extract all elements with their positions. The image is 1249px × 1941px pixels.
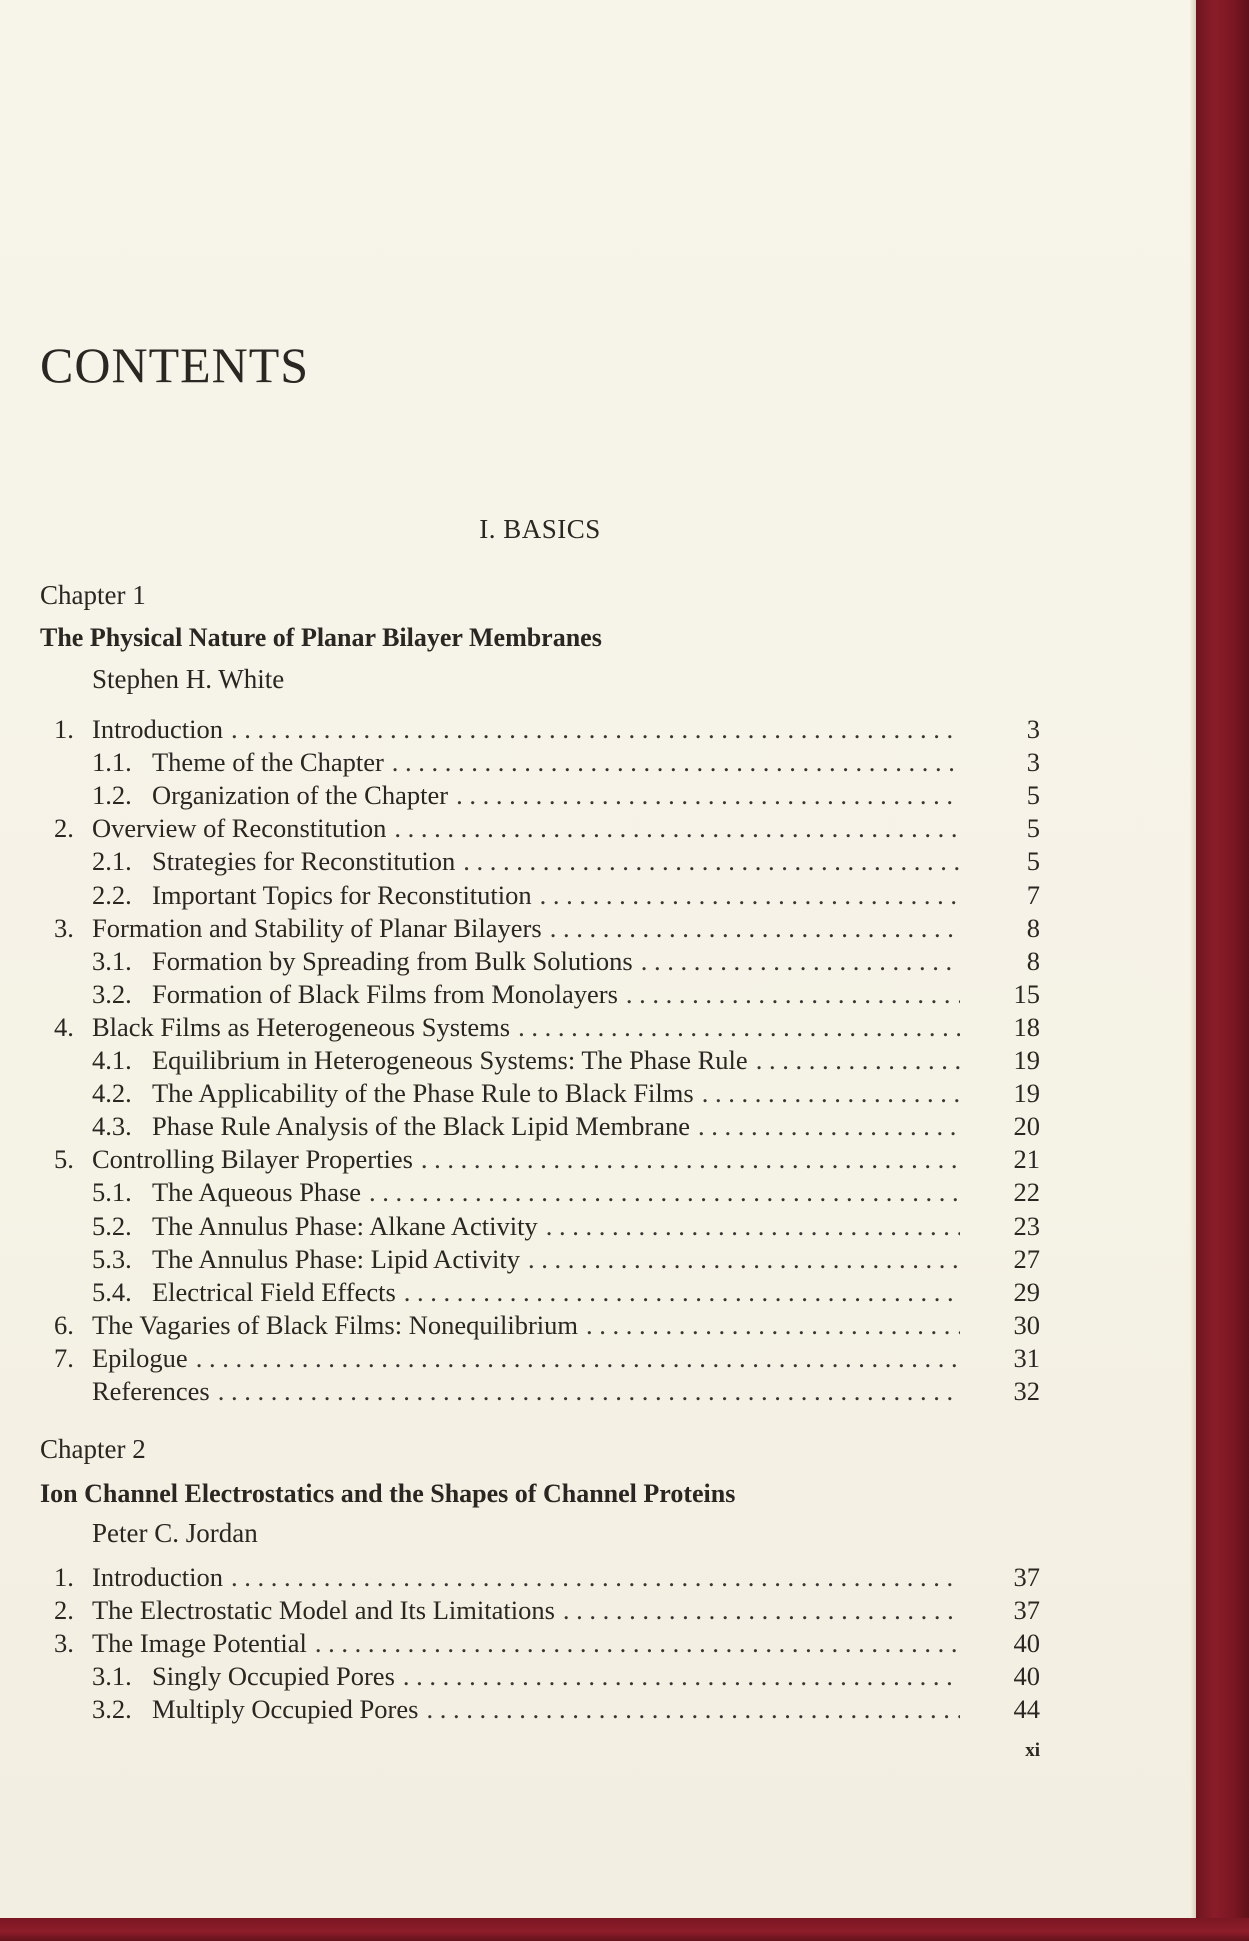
toc-entry-body (92, 1341, 960, 1375)
toc-entry-title: Formation of Black Films from Monolayers (152, 978, 618, 1009)
toc-entry-page: 23 (1013, 1210, 1040, 1241)
toc-entry (0, 1308, 1040, 1342)
toc-entry (0, 911, 1040, 945)
toc-entry (0, 844, 1040, 878)
toc-entry-body (152, 1175, 960, 1209)
toc-entry-body (152, 944, 960, 978)
toc-entry-number: 3.2. (92, 1694, 132, 1724)
toc-entry-number: 2. (54, 1595, 74, 1625)
toc-entry-body (92, 1010, 960, 1044)
toc-entry-page: 19 (1013, 1045, 1040, 1075)
dot-leader (586, 1308, 960, 1342)
toc-entry-page: 27 (1013, 1243, 1040, 1274)
toc-entry-body (92, 1593, 960, 1627)
toc-entry-number: 4.2. (92, 1078, 132, 1109)
toc-entry-number: 2. (54, 813, 74, 844)
toc-entry-title: Formation by Spreading from Bulk Solutions (152, 945, 633, 976)
toc-entry (0, 778, 1040, 812)
toc-entry-page: 44 (1013, 1694, 1040, 1724)
dot-leader (369, 1175, 960, 1209)
toc-entry (0, 1175, 1040, 1209)
toc-entry-body (92, 911, 960, 945)
dot-leader (218, 1374, 960, 1408)
toc-entry-title: The Annulus Phase: Lipid Activity (152, 1243, 521, 1274)
toc-entry (0, 1142, 1040, 1176)
toc-entry (0, 1010, 1040, 1044)
toc-entry-page: 15 (1013, 978, 1040, 1009)
toc-entry-body (92, 1374, 960, 1408)
toc-entry-title: The Aqueous Phase (152, 1177, 362, 1208)
toc-entry-body (152, 778, 960, 812)
dot-leader (563, 1593, 960, 1627)
toc-entry-number: 5. (54, 1144, 74, 1175)
toc-entry (0, 1209, 1040, 1243)
dot-leader (231, 1560, 960, 1594)
toc-entry (0, 1076, 1040, 1110)
toc-entry-number: 3.2. (92, 978, 132, 1009)
toc-entry-body (152, 1659, 960, 1693)
toc-entry-body (152, 1209, 960, 1243)
toc-entry-title: Black Films as Heterogeneous Systems (92, 1011, 511, 1042)
toc-entry (0, 1341, 1040, 1375)
toc-entry-number: 3.1. (92, 945, 132, 976)
dot-leader (528, 1242, 960, 1276)
dot-leader (626, 977, 960, 1011)
toc-entry-body (92, 712, 960, 746)
dot-leader (196, 1341, 960, 1375)
toc-entry-number: 6. (54, 1309, 74, 1340)
book-cover-bottom (0, 1918, 1249, 1941)
toc-entry-body (92, 811, 960, 845)
dot-leader (394, 811, 960, 845)
chapter-author: Stephen H. White (92, 664, 285, 694)
toc-entry (0, 1242, 1040, 1276)
toc-entry-body (92, 1560, 960, 1594)
toc-entry-page: 5 (1026, 780, 1040, 811)
toc-entry-body (152, 1109, 960, 1143)
chapter-author: Peter C. Jordan (92, 1518, 258, 1548)
chapter-title: The Physical Nature of Planar Bilayer Membranes (40, 623, 602, 652)
toc-entry-body (92, 1308, 960, 1342)
toc-entry-number: 3.1. (92, 1661, 132, 1691)
toc-entry-title: Equilibrium in Heterogeneous Systems: The Phase Rule (152, 1045, 748, 1075)
toc-entry-number: 3. (54, 1628, 74, 1658)
dot-leader (392, 745, 960, 779)
toc-entry-body (152, 878, 960, 912)
toc-entry-page: 5 (1026, 846, 1040, 877)
dot-leader (315, 1626, 960, 1660)
toc-entry-title: Phase Rule Analysis of the Black Lipid Membrane (152, 1111, 690, 1142)
toc-entry-title: The Electrostatic Model and Its Limitations (92, 1595, 555, 1625)
toc-entry-title: Epilogue (92, 1342, 188, 1373)
dot-leader (546, 1209, 960, 1243)
chapter-label: Chapter 2 (40, 1434, 146, 1464)
toc-entry-title: The Image Potential (92, 1628, 307, 1658)
toc-entry-title: Organization of the Chapter (152, 780, 449, 811)
toc-entry (0, 1275, 1040, 1309)
toc-entry-title: References (92, 1376, 210, 1406)
dot-leader (518, 1010, 960, 1044)
toc-entry-page: 3 (1026, 747, 1040, 778)
toc-entry (0, 1109, 1040, 1143)
toc-entry-number: 4.1. (92, 1045, 132, 1075)
toc-entry-title: Important Topics for Reconstitution (152, 879, 532, 910)
toc-entry-number: 1. (54, 1562, 74, 1592)
part-title: I. BASICS (479, 514, 601, 544)
toc-entry (0, 811, 1040, 845)
toc-entry-number: 7. (54, 1342, 74, 1373)
chapter-title: Ion Channel Electrostatics and the Shapes of Channel Proteins (40, 1479, 736, 1508)
dot-leader (702, 1076, 960, 1110)
dot-leader (421, 1142, 960, 1176)
toc-entry-page: 8 (1026, 945, 1040, 976)
toc-entry-body (92, 1626, 960, 1660)
toc-entry-page: 5 (1026, 813, 1040, 844)
toc-entry-body (152, 745, 960, 779)
toc-entry-title: Electrical Field Effects (152, 1276, 396, 1307)
toc-entry-number: 4.3. (92, 1111, 132, 1142)
dot-leader (463, 844, 960, 878)
toc-entry (0, 977, 1040, 1011)
toc-entry-body (152, 1043, 960, 1077)
toc-entry (0, 944, 1040, 978)
toc-entry-body (152, 977, 960, 1011)
dot-leader (426, 1692, 960, 1726)
dot-leader (403, 1659, 960, 1693)
dot-leader (641, 944, 960, 978)
toc-entry-title: Theme of the Chapter (152, 747, 384, 778)
dot-leader (231, 712, 960, 746)
toc-entry-body (152, 1692, 960, 1726)
toc-entry (0, 1626, 1040, 1660)
toc-entry-number: 2.1. (92, 846, 132, 877)
toc-entry-page: 8 (1026, 912, 1040, 943)
toc-entry-body (152, 844, 960, 878)
toc-entry-title: The Vagaries of Black Films: Nonequilibrium (92, 1309, 579, 1340)
dot-leader (540, 878, 960, 912)
toc-entry (0, 1659, 1040, 1693)
page-number: xi (1025, 1740, 1040, 1761)
toc-entry-body (92, 1142, 960, 1176)
page-title: CONTENTS (40, 337, 310, 393)
toc-entry-body (152, 1275, 960, 1309)
toc-entry-number: 4. (54, 1011, 74, 1042)
toc-entry-page: 40 (1013, 1661, 1040, 1691)
toc-entry-number: 2.2. (92, 879, 132, 910)
book-cover-edge (1196, 0, 1249, 1941)
dot-leader (756, 1043, 960, 1077)
toc-entry (0, 1692, 1040, 1726)
toc-entry-page: 32 (1013, 1376, 1040, 1406)
toc-entry-number: 1.1. (92, 747, 132, 778)
toc-entry-title: The Applicability of the Phase Rule to Black Films (152, 1078, 694, 1109)
toc-entry-number: 5.1. (92, 1177, 132, 1208)
toc-entry-page: 19 (1013, 1078, 1040, 1109)
chapter-label: Chapter 1 (40, 580, 146, 610)
toc-entry (0, 878, 1040, 912)
toc-entry-page: 37 (1013, 1595, 1040, 1625)
toc-entry-title: Singly Occupied Pores (152, 1661, 395, 1691)
toc-entry-title: Overview of Reconstitution (92, 813, 387, 844)
toc-entry-title: The Annulus Phase: Alkane Activity (152, 1210, 538, 1241)
dot-leader (550, 911, 960, 945)
toc-entry-page: 7 (1026, 879, 1040, 910)
toc-entry-title: Multiply Occupied Pores (152, 1694, 419, 1724)
toc-entry-number: 3. (54, 912, 74, 943)
toc-entry-title: Formation and Stability of Planar Bilayers (92, 912, 542, 943)
toc-entry-page: 31 (1013, 1342, 1040, 1373)
toc-entry-body (152, 1076, 960, 1110)
dot-leader (698, 1109, 960, 1143)
toc-entry-page: 30 (1013, 1309, 1040, 1340)
toc-entry-number: 1. (54, 714, 74, 744)
toc-entry-number: 1.2. (92, 780, 132, 811)
toc-entry (0, 745, 1040, 779)
toc-entry (0, 1560, 1040, 1594)
toc-entry (0, 1593, 1040, 1627)
toc-entry-title: Introduction (92, 1562, 223, 1592)
toc-entry-body (152, 1242, 960, 1276)
toc-entry-title: Controlling Bilayer Properties (92, 1144, 413, 1175)
toc-entry-page: 20 (1013, 1111, 1040, 1142)
toc-entry-page: 21 (1013, 1144, 1040, 1175)
toc-entry-page: 29 (1013, 1276, 1040, 1307)
toc-entry-page: 40 (1013, 1628, 1040, 1658)
toc-entry-title: Introduction (92, 714, 223, 744)
toc-entry-number: 5.2. (92, 1210, 132, 1241)
toc-entry-number: 5.4. (92, 1276, 132, 1307)
toc-entry-page: 3 (1026, 714, 1040, 744)
toc-entry-page: 37 (1013, 1562, 1040, 1592)
toc-entry (0, 712, 1040, 746)
toc-entry-page: 22 (1013, 1177, 1040, 1208)
dot-leader (404, 1275, 960, 1309)
toc-entry-number: 5.3. (92, 1243, 132, 1274)
toc-entry-page: 18 (1013, 1011, 1040, 1042)
toc-entry (0, 1043, 1040, 1077)
toc-entry (0, 1374, 1040, 1408)
toc-entry-title: Strategies for Reconstitution (152, 846, 456, 877)
dot-leader (456, 778, 960, 812)
